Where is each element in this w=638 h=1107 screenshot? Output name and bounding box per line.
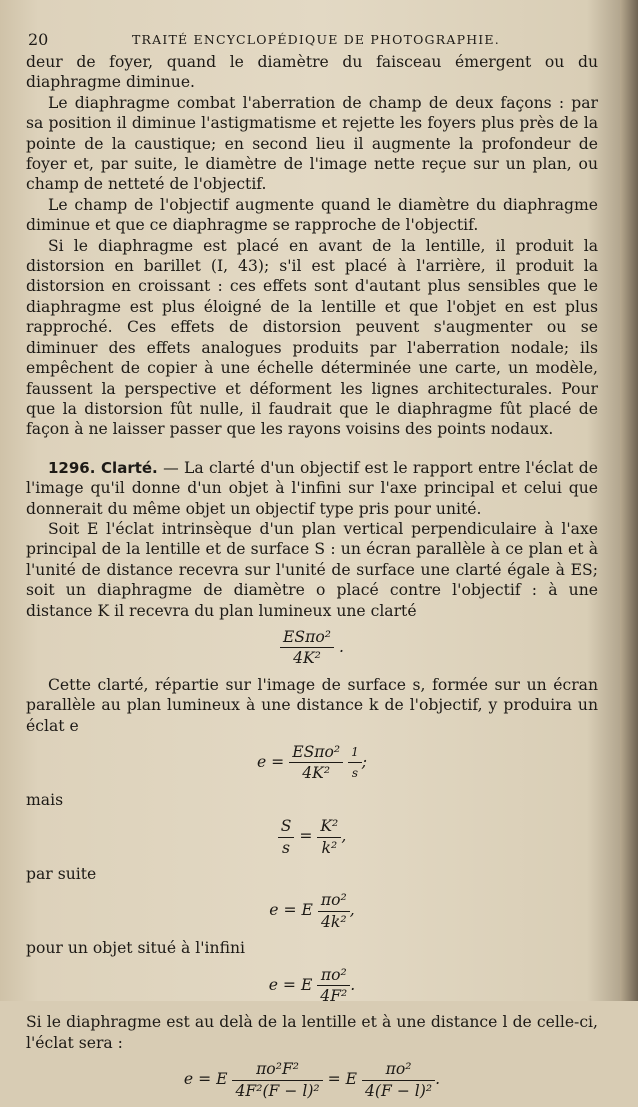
formula-1: $\frac{\text{ESπo²}}{\text{4K²}}$ .	[26, 627, 598, 669]
formula-2: e = $\frac{\text{ESπo²}}{\text{4K²}}$ $\frac{1}{s}$ ;	[256, 743, 368, 783]
paragraph-7: Cette clarté, répartie sur l'image de surface s, formée sur un écran parallèle au plan lumineux à une distance k de l'objectif, y produira un éclat e	[26, 675, 598, 735]
paragraph-8: Si le diaphragme est au delà de la lentille et à une distance l de celle-ci, l'éclat sera :	[26, 1013, 598, 1052]
page-edge-shadow	[620, 0, 638, 1001]
paragraph-1: deur de foyer, quand le diamètre du faisceau émergent ou du diaphragme diminue.	[26, 53, 598, 92]
label-infini: pour un objet situé à l'infini	[26, 939, 245, 958]
label-par-suite: par suite	[26, 865, 97, 884]
running-title: TRAITÉ ENCYCLOPÉDIQUE DE PHOTOGRAPHIE.	[132, 32, 500, 47]
formula-6: e = E $\frac{\text{πo²F²}}{\text{4F²(F − l)²}}$ = E $\frac{\text{πo²}}{\text{4(F − l)²}}$ .	[183, 1060, 441, 1100]
section-heading: 1296. Clarté.	[48, 458, 158, 477]
body-text	[26, 52, 598, 1107]
label-mais: mais	[26, 790, 64, 809]
section-intro: — La clarté d'un objectif est le rapport entre l'éclat de l'image qu'il donne d'un objet à l'infini sur l'axe principal et celui que donnerait du même objet un objectif type pris pour unité.	[26, 458, 598, 518]
section-1296	[26, 458, 598, 519]
paragraph-6: Soit E l'éclat intrinsèque d'un plan vertical perpendiculaire à l'axe principal de la lentille et de surface S : un écran parallèle à ce plan et à l'unité de distance recevra sur l'unité de surface une clarté égale à ES; soit un diaphragme de diamètre o placé contre l'objectif : à une distance K il recevra du plan lumineux une clarté	[26, 519, 598, 620]
page-header	[28, 30, 588, 50]
paragraph-4: Si le diaphragme est placé en avant de la lentille, il produit la distorsion en barillet (I, 43); s'il est placé à l'arrière, il produit la distorsion en croissant : ces effets sont d'autant plus sensibles que le diaphragme est plus éloigné de la lentille et que l'objet en est plus rapproché. Ces effets de distorsion peuvent s'augmenter ou se diminuer des effets analogues produits par l'aberration nodale; ils empêchent de copier à une échelle déterminée une carte, un modèle, faussent la perspective et déforment les lignes architecturales. Pour que la distorsion fût nulle, il faudrait que le diaphragme fût placé de façon à ne laisser passer que les rayons voisins des points nodaux.	[26, 236, 598, 439]
page-number: 20	[28, 30, 49, 49]
paragraph-2: Le diaphragme combat l'aberration de champ de deux façons : par sa position il diminue l'astigmatisme et rejette les foyers plus près de la pointe de la caustique; en second lieu il augmente la profondeur de foyer et, par suite, le diamètre de l'image nette reçue sur un plan, ou champ de netteté de l'objectif.	[26, 93, 598, 194]
paragraph-3: Le champ de l'objectif augmente quand le diamètre du diaphragme diminue et que ce diaphragme se rapproche de l'objectif.	[26, 195, 598, 235]
formula-3: $\frac{S}{s}$ = $\frac{\text{K²}}{\text{k²}}$ ,	[26, 816, 598, 858]
formula-4: e = E $\frac{\text{πo²}}{\text{4k²}}$ ,	[269, 891, 355, 931]
formula-5: e = E $\frac{\text{πo²}}{\text{4F²}}$ .	[268, 965, 356, 1006]
